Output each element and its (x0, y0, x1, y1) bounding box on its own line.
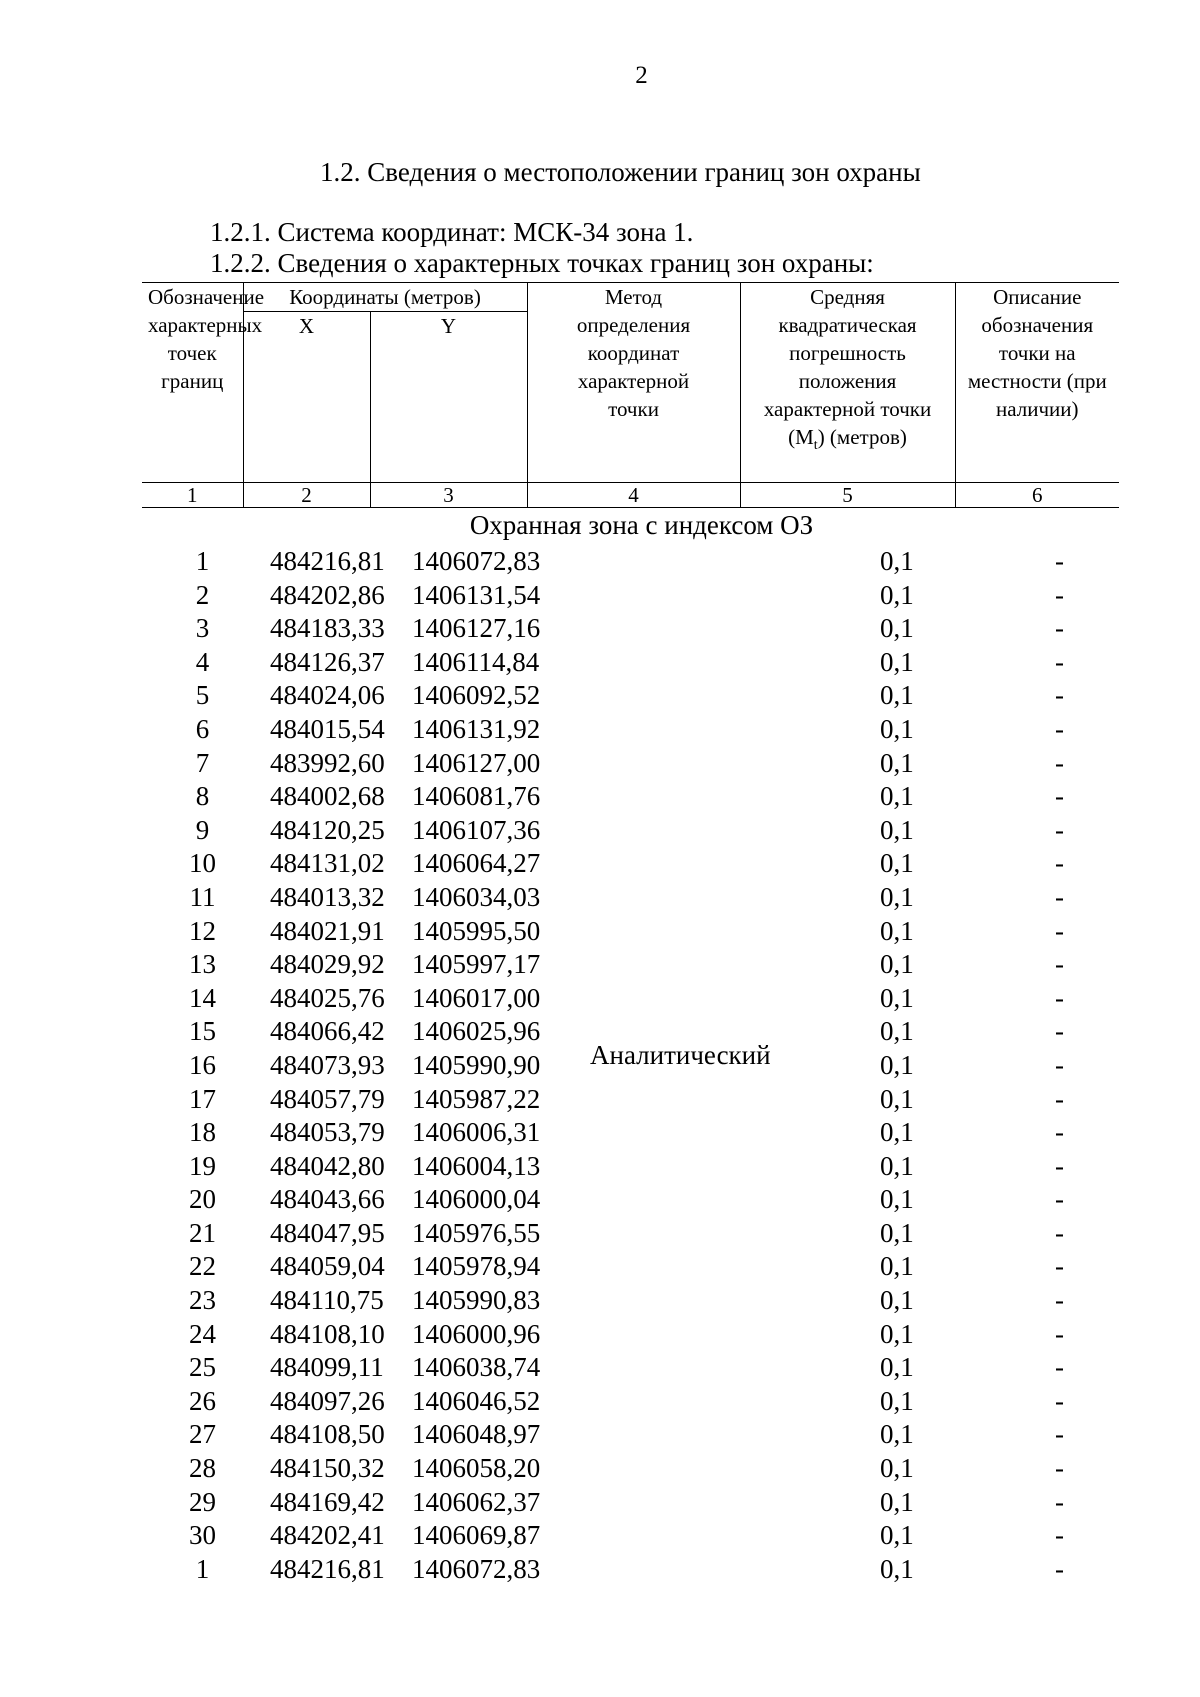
header-description: Описание обозначения точки на местности (при наличии) (955, 283, 1119, 483)
description-value: - (1055, 747, 1064, 778)
coord-y: 1405976,55 (412, 1217, 541, 1248)
description-value: - (1055, 1285, 1064, 1316)
header-point-designation: Обозначение характерных точек границ (142, 283, 243, 483)
coord-x: 484202,41 (270, 1520, 385, 1551)
point-number: 8 (195, 781, 210, 812)
table-row (0, 1250, 1200, 1284)
coord-x: 484053,79 (270, 1117, 385, 1148)
point-number: 4 (195, 646, 210, 677)
description-value: - (1055, 613, 1064, 644)
accuracy-value: 0,1 (880, 1117, 914, 1148)
coord-x: 484073,93 (270, 1049, 385, 1080)
coord-x: 483992,60 (270, 747, 385, 778)
description-value: - (1055, 1352, 1064, 1383)
table-row (0, 1418, 1200, 1452)
description-value: - (1055, 546, 1064, 576)
point-number: 3 (195, 613, 210, 644)
point-number: 22 (189, 1251, 216, 1282)
point-number: 5 (195, 680, 210, 711)
point-number: 27 (189, 1419, 216, 1450)
coord-x: 484059,04 (270, 1251, 385, 1282)
coord-x: 484202,86 (270, 579, 385, 610)
accuracy-value: 0,1 (880, 1453, 914, 1484)
coord-y: 1405997,17 (412, 949, 541, 980)
column-number-row (142, 483, 1119, 508)
description-value: - (1055, 1453, 1064, 1484)
coord-y: 1406131,54 (412, 579, 541, 610)
accuracy-value: 0,1 (880, 1049, 914, 1080)
coord-y: 1406127,00 (412, 747, 541, 778)
coord-y: 1406000,96 (412, 1318, 541, 1349)
coord-x: 484025,76 (270, 982, 385, 1013)
section-title: 1.2. Сведения о местоположении границ зон охраны (320, 157, 921, 187)
description-value: - (1055, 1318, 1064, 1349)
accuracy-value: 0,1 (880, 713, 914, 744)
table-row (0, 747, 1200, 781)
coord-y: 1406046,52 (412, 1385, 541, 1416)
description-value: - (1055, 781, 1064, 812)
coord-y: 1405995,50 (412, 915, 541, 946)
coord-x: 484002,68 (270, 781, 385, 812)
accuracy-value: 0,1 (880, 982, 914, 1013)
table-row (0, 1116, 1200, 1150)
point-number: 16 (189, 1049, 216, 1080)
point-number: 10 (189, 848, 216, 879)
accuracy-value: 0,1 (880, 1083, 914, 1114)
table-row (0, 1284, 1200, 1318)
column-number: 1 (142, 483, 243, 508)
description-value: - (1055, 949, 1064, 980)
coord-x: 484015,54 (270, 713, 385, 744)
table-row (0, 847, 1200, 881)
accuracy-value: 0,1 (880, 546, 914, 576)
description-value: - (1055, 1016, 1064, 1047)
coord-x: 484131,02 (270, 848, 385, 879)
point-number: 23 (189, 1285, 216, 1316)
coord-y: 1406131,92 (412, 713, 541, 744)
description-value: - (1055, 915, 1064, 946)
table-row (0, 1486, 1200, 1520)
point-number: 25 (189, 1352, 216, 1383)
coord-x: 484183,33 (270, 613, 385, 644)
table-row (0, 579, 1200, 613)
coord-y: 1405990,83 (412, 1285, 541, 1316)
description-value: - (1055, 1217, 1064, 1248)
description-value: - (1055, 1553, 1064, 1584)
coord-y: 1405978,94 (412, 1251, 541, 1282)
coord-x: 484108,10 (270, 1318, 385, 1349)
accuracy-value: 0,1 (880, 1486, 914, 1517)
header-accuracy-text: Средняя квадратическая погрешность положения характерной точки (M (763, 285, 932, 449)
column-number: 2 (243, 483, 370, 508)
coordinate-system-line: 1.2.1. Система координат: МСК-34 зона 1. (210, 217, 694, 247)
description-value: - (1055, 1150, 1064, 1181)
point-number: 29 (189, 1486, 216, 1517)
accuracy-value: 0,1 (880, 613, 914, 644)
accuracy-value: 0,1 (880, 1184, 914, 1215)
coord-x: 484029,92 (270, 949, 385, 980)
coord-y: 1405987,22 (412, 1083, 541, 1114)
point-number: 2 (195, 579, 210, 610)
point-number: 28 (189, 1453, 216, 1484)
coord-x: 484108,50 (270, 1419, 385, 1450)
points-table-header (142, 282, 1119, 508)
coord-y: 1406048,97 (412, 1419, 541, 1450)
description-value: - (1055, 1117, 1064, 1148)
coord-x: 484120,25 (270, 814, 385, 845)
column-number: 3 (370, 483, 527, 508)
page-number: 2 (635, 62, 648, 89)
point-number: 20 (189, 1184, 216, 1215)
coord-x: 484042,80 (270, 1150, 385, 1181)
point-number: 13 (189, 949, 216, 980)
description-value: - (1055, 713, 1064, 744)
point-number: 24 (189, 1318, 216, 1349)
coord-x: 484110,75 (270, 1285, 384, 1316)
description-value: - (1055, 814, 1064, 845)
accuracy-value: 0,1 (880, 915, 914, 946)
accuracy-value: 0,1 (880, 680, 914, 711)
coord-y: 1406072,83 (412, 546, 541, 576)
coord-x: 484216,81 (270, 546, 385, 576)
coord-y: 1406069,87 (412, 1520, 541, 1551)
coord-y: 1406034,03 (412, 881, 541, 912)
description-value: - (1055, 1083, 1064, 1114)
header-x: X (243, 312, 370, 483)
coord-y: 1406006,31 (412, 1117, 541, 1148)
description-value: - (1055, 646, 1064, 677)
table-row (0, 646, 1200, 680)
column-number: 4 (527, 483, 740, 508)
description-value: - (1055, 680, 1064, 711)
header-coordinates: Координаты (метров) (243, 283, 527, 312)
accuracy-value: 0,1 (880, 781, 914, 812)
point-number: 6 (195, 713, 210, 744)
points-info-line: 1.2.2. Сведения о характерных точках границ зон охраны: (210, 248, 874, 278)
accuracy-value: 0,1 (880, 881, 914, 912)
header-accuracy (740, 283, 955, 483)
description-value: - (1055, 881, 1064, 912)
table-row (0, 1385, 1200, 1419)
accuracy-value: 0,1 (880, 1385, 914, 1416)
accuracy-value: 0,1 (880, 1419, 914, 1450)
point-number: 26 (189, 1385, 216, 1416)
table-row (0, 780, 1200, 814)
coord-y: 1406025,96 (412, 1016, 541, 1047)
description-value: - (1055, 1385, 1064, 1416)
header-accuracy-subscript: t (813, 438, 818, 454)
coord-y: 1406081,76 (412, 781, 541, 812)
table-row (0, 1217, 1200, 1251)
point-number: 11 (189, 881, 216, 912)
accuracy-value: 0,1 (880, 1150, 914, 1181)
coord-y: 1406107,36 (412, 814, 541, 845)
coord-x: 484066,42 (270, 1016, 385, 1047)
table-row (0, 545, 1200, 579)
accuracy-value: 0,1 (880, 1352, 914, 1383)
coord-y: 1406092,52 (412, 680, 541, 711)
coord-x: 484057,79 (270, 1083, 385, 1114)
accuracy-value: 0,1 (880, 1251, 914, 1282)
table-row (0, 948, 1200, 982)
header-accuracy-units: ) (метров) (817, 425, 907, 449)
table-row (0, 915, 1200, 949)
point-number: 19 (189, 1150, 216, 1181)
accuracy-value: 0,1 (880, 848, 914, 879)
accuracy-value: 0,1 (880, 646, 914, 677)
coord-x: 484099,11 (270, 1352, 384, 1383)
accuracy-value: 0,1 (880, 949, 914, 980)
point-number: 30 (189, 1520, 216, 1551)
description-value: - (1055, 1251, 1064, 1282)
table-row (0, 713, 1200, 747)
description-value: - (1055, 982, 1064, 1013)
table-row (0, 982, 1200, 1016)
column-number: 6 (955, 483, 1119, 508)
table-row (0, 1150, 1200, 1184)
table-row (0, 1553, 1200, 1587)
coord-x: 484047,95 (270, 1217, 385, 1248)
accuracy-value: 0,1 (880, 579, 914, 610)
column-number: 5 (740, 483, 955, 508)
table-row (0, 1519, 1200, 1553)
description-value: - (1055, 1049, 1064, 1080)
header-y: Y (370, 312, 527, 483)
coord-y: 1406127,16 (412, 613, 541, 644)
table-row (0, 612, 1200, 646)
coord-y: 1405990,90 (412, 1049, 541, 1080)
coord-y: 1406004,13 (412, 1150, 541, 1181)
coord-x: 484150,32 (270, 1453, 385, 1484)
table-row (0, 679, 1200, 713)
coord-x: 484013,32 (270, 881, 385, 912)
coord-x: 484169,42 (270, 1486, 385, 1517)
coord-y: 1406058,20 (412, 1453, 541, 1484)
coord-x: 484126,37 (270, 646, 385, 677)
coord-y: 1406072,83 (412, 1553, 541, 1584)
coord-x: 484024,06 (270, 680, 385, 711)
table-row (0, 1318, 1200, 1352)
coord-x: 484097,26 (270, 1385, 385, 1416)
point-number: 21 (189, 1217, 216, 1248)
point-number: 9 (195, 814, 210, 845)
point-number: 17 (189, 1083, 216, 1114)
coord-x: 484021,91 (270, 915, 385, 946)
table-row (0, 1183, 1200, 1217)
description-value: - (1055, 1520, 1064, 1551)
zone-title: Охранная зона с индексом ОЗ (469, 510, 814, 540)
table-row (0, 814, 1200, 848)
table-row (0, 881, 1200, 915)
coord-y: 1406062,37 (412, 1486, 541, 1517)
accuracy-value: 0,1 (880, 1520, 914, 1551)
description-value: - (1055, 579, 1064, 610)
description-value: - (1055, 1486, 1064, 1517)
description-value: - (1055, 1419, 1064, 1450)
point-number: 1 (195, 546, 210, 576)
point-number: 7 (195, 747, 210, 778)
accuracy-value: 0,1 (880, 1318, 914, 1349)
coord-y: 1406064,27 (412, 848, 541, 879)
accuracy-value: 0,1 (880, 1016, 914, 1047)
coord-y: 1406000,04 (412, 1184, 541, 1215)
point-number: 1 (195, 1553, 210, 1584)
point-number: 18 (189, 1117, 216, 1148)
description-value: - (1055, 848, 1064, 879)
point-number: 14 (189, 982, 216, 1013)
accuracy-value: 0,1 (880, 814, 914, 845)
accuracy-value: 0,1 (880, 1217, 914, 1248)
accuracy-value: 0,1 (880, 1285, 914, 1316)
point-number: 15 (189, 1016, 216, 1047)
accuracy-value: 0,1 (880, 747, 914, 778)
coord-x: 484043,66 (270, 1184, 385, 1215)
description-value: - (1055, 1184, 1064, 1215)
point-number: 12 (189, 915, 216, 946)
accuracy-value: 0,1 (880, 1553, 914, 1584)
header-method: Метод определения координат характерной точки (527, 283, 740, 483)
coord-x: 484216,81 (270, 1553, 385, 1584)
table-row (0, 1351, 1200, 1385)
method-value: Аналитический (590, 1040, 771, 1070)
coord-y: 1406114,84 (412, 646, 540, 677)
coord-y: 1406038,74 (412, 1352, 541, 1383)
table-row (0, 1452, 1200, 1486)
coord-y: 1406017,00 (412, 982, 541, 1013)
table-row (0, 1083, 1200, 1117)
